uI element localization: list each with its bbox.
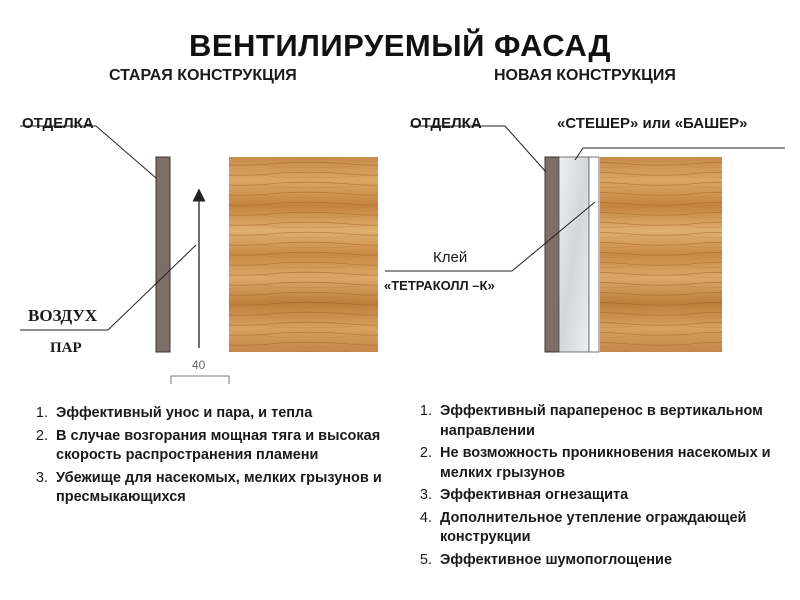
air-label: ВОЗДУХ	[28, 306, 98, 325]
list-item: 1. Эффективный параперенос в вертикальном направлении	[436, 402, 776, 441]
new-construction-heading: НОВАЯ КОНСТРУКЦИЯ	[494, 67, 676, 84]
old-finish-leader	[96, 126, 156, 178]
glue-brand-label: «ТЕТРАКОЛЛ –К»	[384, 278, 495, 293]
vapor-label: ПАР	[50, 340, 82, 356]
old-finish-label: ОТДЕЛКА	[22, 115, 94, 132]
old-finish-panel	[156, 157, 170, 352]
list-item: 4. Дополнительное утепление ограждающей конструкции	[436, 509, 776, 548]
old-construction-heading: СТАРАЯ КОНСТРУКЦИЯ	[109, 67, 297, 84]
list-item: 5. Эффективное шумопоглощение	[436, 551, 776, 571]
gap-dimension-label: 40	[192, 358, 206, 372]
insulation-label: «СТЕШЕР» или «БАШЕР»	[557, 115, 748, 132]
new-finish-label: ОТДЕЛКА	[410, 115, 482, 132]
list-item: 2. Не возможность проникновения насекомых и мелких грызунов	[436, 444, 776, 483]
new-construction-list	[402, 402, 776, 573]
page-title: ВЕНТИЛИРУЕМЫЙ ФАСАД	[188, 28, 612, 63]
new-finish-panel	[545, 157, 559, 352]
new-finish-leader	[505, 126, 546, 172]
air-leader	[108, 245, 196, 330]
old-construction-list	[18, 404, 412, 511]
glue-label: Клей	[433, 249, 468, 266]
gap-dimension-bracket	[171, 376, 229, 384]
list-item: 3. Эффективная огнезащита	[436, 486, 776, 506]
list-item: 2. В случае возгорания мощная тяга и высокая скорость распространения пламени	[52, 427, 412, 466]
list-item: 3. Убежище для насекомых, мелких грызунов и пресмыкающихся	[52, 469, 412, 508]
air-gap	[589, 157, 599, 352]
list-item: 1. Эффективный унос и пара, и тепла	[52, 404, 412, 424]
insulation-layer	[559, 157, 589, 352]
